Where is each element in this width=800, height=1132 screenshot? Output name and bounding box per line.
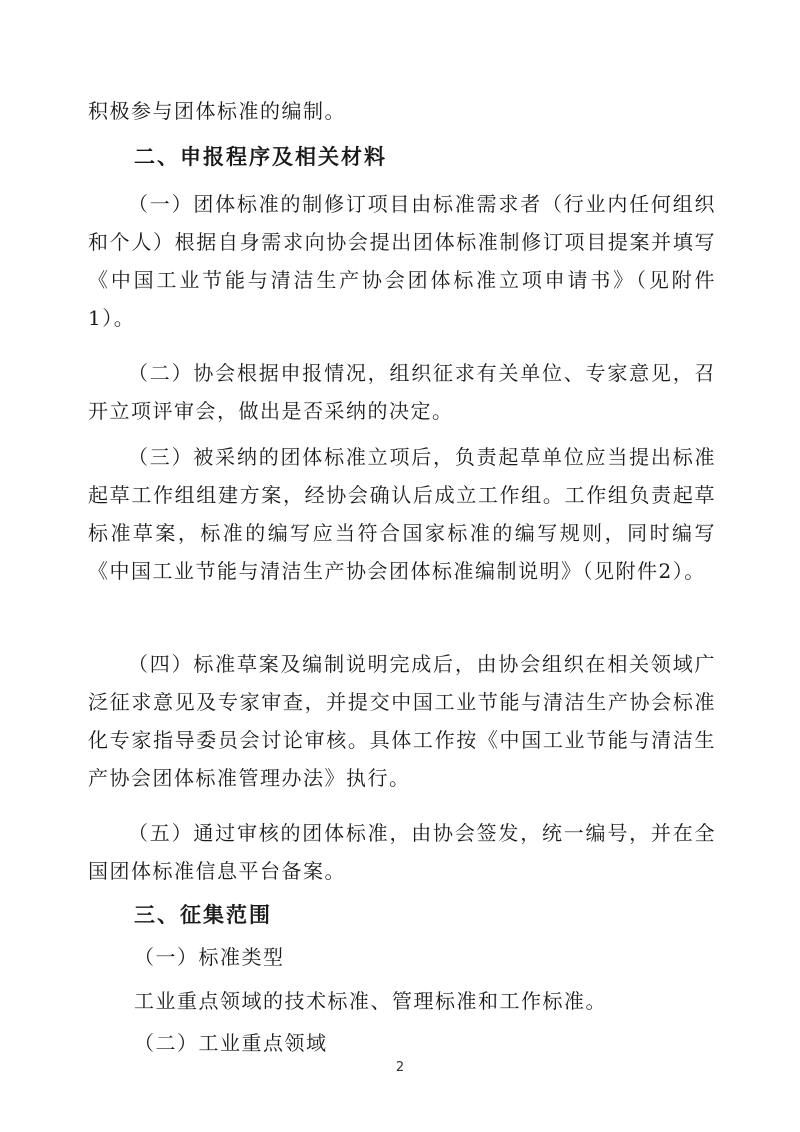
intro-paragraph-tail <box>88 92 716 130</box>
page-number: 2 <box>395 1060 405 1075</box>
section-2-paragraph-1 <box>88 185 716 337</box>
section-2-paragraph-3 <box>88 438 716 590</box>
section-2-heading: 二、申报程序及相关材料 <box>134 145 387 169</box>
paragraph-text: （三）被采纳的团体标准立项后，负责起草单位应当提出标准起草工作组组建方案，经协会确认后成立工作组。工作组负责起草标准草案，标准的编写应当符合国家标准的编写规则，同时编写《中国工业节能与清洁生产协会团体标准编制说明》（见附件2）。 <box>88 445 716 583</box>
section-3-subtext-1: 工业重点领域的技术标准、管理标准和工作标准。 <box>134 989 607 1013</box>
paragraph-text: （一）团体标准的制修订项目由标准需求者（行业内任何组织和个人）根据自身需求向协会提出团体标准制修订项目提案并填写《中国工业节能与清洁生产协会团体标准立项申请书》（见附件1）。 <box>88 192 716 330</box>
section-3-subheading-2: （二）工业重点领域 <box>134 1031 328 1055</box>
section-2-paragraph-2 <box>88 354 716 430</box>
paragraph-text: （四）标准草案及编制说明完成后，由协会组织在相关领域广泛征求意见及专家审查，并提交中国工业节能与清洁生产协会标准化专家指导委员会讨论审核。具体工作按《中国工业节能与清洁生产协会团体标准管理办法》执行。 <box>88 652 716 790</box>
intro-text: 积极参与团体标准的编制。 <box>88 99 346 123</box>
paragraph-text: （二）协会根据申报情况，组织征求有关单位、专家意见，召开立项评审会，做出是否采纳的决定。 <box>88 361 716 423</box>
section-3-subheading-1: （一）标准类型 <box>134 945 285 969</box>
section-2-paragraph-4 <box>88 645 716 797</box>
paragraph-text: （五）通过审核的团体标准，由协会签发，统一编号，并在全国团体标准信息平台备案。 <box>88 821 716 883</box>
section-2-paragraph-5 <box>88 814 716 890</box>
section-3-heading: 三、征集范围 <box>134 903 272 927</box>
